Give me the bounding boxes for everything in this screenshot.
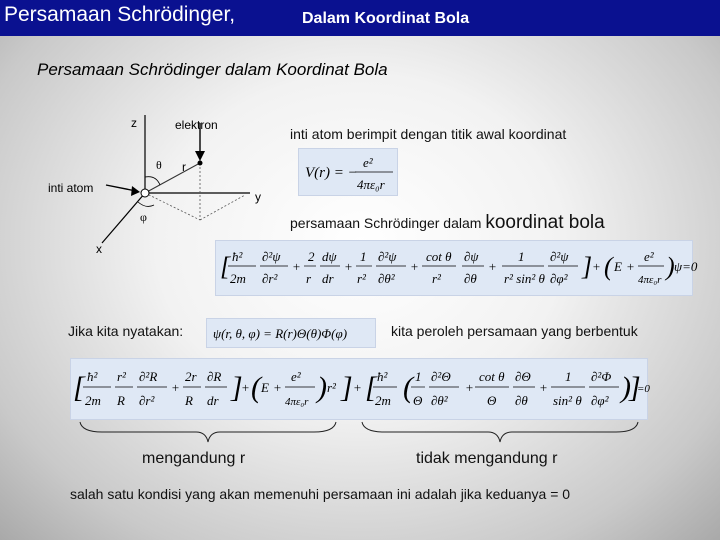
svg-text:(: ( [604,252,613,281]
svg-text:∂θ: ∂θ [464,271,477,286]
svg-text:2r: 2r [185,369,197,384]
phi-label: φ [140,210,147,224]
inti-atom-label: inti atom [48,181,94,195]
svg-text:∂²ψ: ∂²ψ [262,249,281,264]
svg-text:Θ: Θ [413,393,423,408]
svg-text:2m: 2m [85,393,101,408]
left-brace [78,420,338,444]
svg-text:r²: r² [357,271,366,286]
x-label: x [96,242,102,256]
theta-label: θ [156,158,162,172]
svg-text:∂φ²: ∂φ² [550,271,568,286]
svg-text:[: [ [365,371,377,404]
r-label: r [182,160,186,174]
r-vector [145,163,200,193]
svg-text:]: ] [341,371,353,404]
svg-text:r²: r² [432,271,441,286]
jika-text: Jika kita nyatakan: [68,323,184,339]
svg-text:∂²ψ: ∂²ψ [550,249,569,264]
section-heading: Persamaan Schrödinger dalam Koordinat Bola [37,60,388,79]
elektron-label: elektron [175,118,218,132]
svg-text:dr: dr [207,393,219,408]
y-label: y [255,190,261,204]
electron-dot [198,161,203,166]
svg-text:[: [ [220,252,231,281]
svg-text:ψ=0: ψ=0 [674,259,698,274]
svg-text:2m: 2m [230,271,246,286]
svg-text:dr: dr [322,271,334,286]
svg-text:∂φ²: ∂φ² [591,393,609,408]
nucleus-dot [141,189,149,197]
svg-text:∂θ²: ∂θ² [431,393,448,408]
x-axis [102,193,145,243]
svg-text:+: + [592,259,601,274]
z-label: z [131,116,137,130]
svg-text:1: 1 [415,369,422,384]
svg-text:+: + [292,259,301,274]
projection-line [145,193,200,220]
substitution-text: ψ(r, θ, φ) = R(r)Θ(θ)Φ(φ) [213,326,348,341]
schrodinger-spherical-equation [215,240,698,296]
svg-text:2: 2 [308,249,315,264]
svg-text:r²: r² [327,380,336,395]
svg-text:): ) [317,371,327,404]
svg-text:1: 1 [565,369,572,384]
phi-arc [138,202,154,206]
substitution-equation [206,318,376,348]
svg-text:+: + [273,380,282,395]
inti-atom-note: inti atom berimpit dengan titik awal koordinat [290,126,567,142]
svg-text:cot θ: cot θ [426,249,452,264]
svg-text:+: + [171,380,180,395]
svg-text:+: + [410,259,419,274]
svg-text:cot θ: cot θ [479,369,505,384]
potential-lhs: V(r) = − [305,165,358,181]
svg-text:(: ( [251,371,261,404]
svg-text:1: 1 [518,249,525,264]
svg-text:E: E [261,380,269,395]
svg-text:+: + [539,380,548,395]
right-brace [360,420,640,444]
svg-text:ħ²: ħ² [87,369,98,384]
svg-text:∂R: ∂R [207,369,222,384]
potential-numerator: e² [363,155,373,170]
svg-text:r: r [306,271,312,286]
svg-text:∂²ψ: ∂²ψ [378,249,397,264]
projection-line [200,195,245,220]
svg-text:]: ] [231,371,243,404]
svg-text:∂θ: ∂θ [515,393,528,408]
svg-text:∂Θ: ∂Θ [515,369,531,384]
svg-text:]: ] [582,252,593,281]
svg-text:(: ( [403,371,413,404]
footer-text: salah satu kondisi yang akan memenuhi persamaan ini adalah jika keduanya = 0 [70,486,571,502]
svg-text:): ) [621,371,631,404]
svg-text:dψ: dψ [322,249,337,264]
svg-text:r²: r² [117,369,126,384]
persamaan-prefix: persamaan Schrödinger dalam [290,215,482,231]
svg-text:e²: e² [644,249,654,264]
svg-text:∂²R: ∂²R [139,369,158,384]
svg-text:+: + [465,380,474,395]
svg-text:E: E [614,259,622,274]
svg-text:]: ] [629,371,641,404]
svg-text:∂²Θ: ∂²Θ [431,369,451,384]
svg-text:e²: e² [291,369,301,384]
svg-text:2m: 2m [375,393,391,408]
separated-equation [70,358,648,420]
svg-text:ħ²: ħ² [232,249,243,264]
svg-text:4πε₀r: 4πε₀r [285,396,309,408]
svg-text:r² sin² θ: r² sin² θ [504,271,545,286]
svg-text:R: R [185,393,193,408]
slide-subtitle: Dalam Koordinat Bola [302,10,470,27]
potential-equation [298,148,398,196]
svg-text:∂²Φ: ∂²Φ [591,369,612,384]
svg-text:[: [ [73,371,85,404]
svg-text:Θ: Θ [487,393,497,408]
svg-text:+: + [241,380,250,395]
svg-text:+: + [488,259,497,274]
svg-text:+: + [344,259,353,274]
svg-text:=0: =0 [637,383,650,395]
mengandung-r-label: mengandung r [142,450,246,467]
svg-text:∂θ²: ∂θ² [378,271,395,286]
svg-text:∂r²: ∂r² [262,271,278,286]
tidak-mengandung-r-label: tidak mengandung r [416,450,558,467]
svg-text:1: 1 [360,249,367,264]
potential-denominator: 4πε₀r [357,177,385,192]
svg-text:ħ²: ħ² [377,369,388,384]
persamaan-text [290,212,605,234]
svg-text:+: + [353,380,362,395]
svg-text:+: + [626,259,635,274]
title-bar [0,0,720,36]
nucleus-arrow [106,185,136,191]
persamaan-emphasis: koordinat bola [485,212,605,233]
svg-text:R: R [117,393,125,408]
theta-arc [145,177,160,185]
kita-peroleh-text: kita peroleh persamaan yang berbentuk [391,323,638,339]
svg-text:∂ψ: ∂ψ [464,249,479,264]
svg-text:): ) [666,252,675,281]
svg-text:sin² θ: sin² θ [553,393,582,408]
slide-title: Persamaan Schrödinger, [4,3,236,26]
svg-text:4πε₀r: 4πε₀r [638,274,662,286]
svg-text:∂r²: ∂r² [139,393,155,408]
